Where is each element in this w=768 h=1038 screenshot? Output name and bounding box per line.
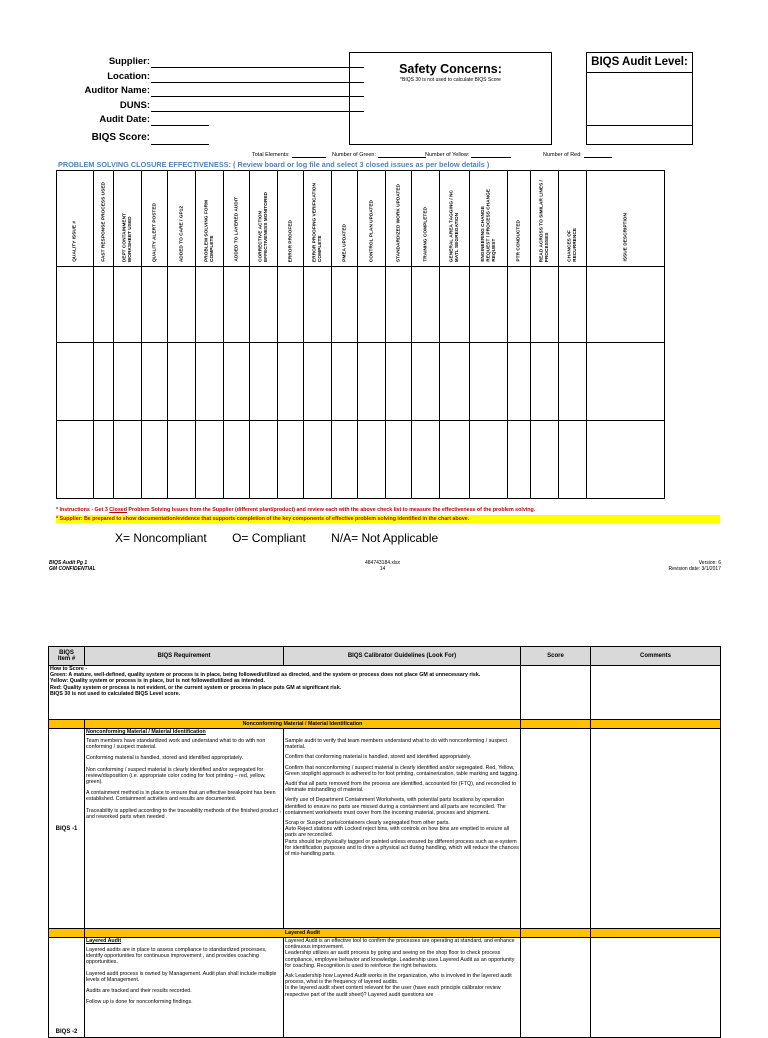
- field-input-line[interactable]: [151, 82, 364, 83]
- column-header: [114, 171, 142, 267]
- number-of-red[interactable]: Number of Red:: [543, 152, 612, 158]
- column-header-label: PTR CONDUCTED: [516, 220, 522, 262]
- biqs-2-comments[interactable]: [591, 938, 721, 1038]
- header-score: Score: [521, 647, 591, 666]
- checklist-cell[interactable]: [94, 343, 114, 421]
- how-to-score-line: How to Score -: [50, 666, 88, 672]
- biqs-1-item: BIQS -1: [49, 729, 85, 929]
- requirement-text: Follow up is done for nonconforming findings.: [86, 999, 193, 1006]
- column-header: [386, 171, 412, 267]
- column-header-label: CHANCES OF RECURRENCE: [567, 228, 578, 262]
- column-header: [304, 171, 332, 267]
- checklist-row: [57, 267, 665, 343]
- column-header-label: ADDED TO LAYERED AUDIT: [233, 197, 239, 262]
- biqs-2-requirement: [85, 938, 284, 1038]
- field-label: DUNS:: [119, 99, 150, 111]
- requirement-text: Non conforming / suspect material is clearly identified and/or segregated for review/disposition (i.e. appropriate color coding for foot printing – red, yellow, green).: [86, 766, 266, 786]
- checklist-cell[interactable]: [94, 421, 114, 499]
- checklist-cell[interactable]: [250, 343, 278, 421]
- biqs-audit-level-divider: [587, 125, 692, 126]
- checklist-cell[interactable]: [440, 267, 470, 343]
- legend-noncompliant: X= Noncompliant: [115, 531, 207, 545]
- column-header: [142, 171, 168, 267]
- checklist-cell[interactable]: [559, 267, 587, 343]
- checklist-cell[interactable]: [508, 343, 531, 421]
- checklist-cell[interactable]: [304, 343, 332, 421]
- requirements-header-row: [49, 647, 721, 666]
- number-of-green[interactable]: Number of Green:: [332, 152, 426, 158]
- checklist-cell[interactable]: [196, 267, 224, 343]
- checklist-cell[interactable]: [440, 343, 470, 421]
- checklist-cell[interactable]: [559, 343, 587, 421]
- checklist-cell[interactable]: [57, 343, 94, 421]
- checklist-cell[interactable]: [332, 267, 358, 343]
- checklist-cell[interactable]: [386, 421, 412, 499]
- biqs-1-comments[interactable]: [591, 729, 721, 929]
- guideline-text: Verify use of Department Containment Worksheets, with potential parts locations by operation identified to ensure no parts are missed during a containment and all parts are reconciled. The containment worksheets must cover from the incoming material, process and shipment.: [285, 797, 506, 816]
- checklist-cell[interactable]: [250, 421, 278, 499]
- checklist-cell[interactable]: [587, 343, 665, 421]
- biqs-score-label: BIQS Score:: [91, 131, 150, 143]
- requirement-text: Audits are tracked and their results recorded.: [86, 988, 192, 995]
- checklist-cell[interactable]: [304, 267, 332, 343]
- column-header: [470, 171, 508, 267]
- checklist-cell[interactable]: [196, 343, 224, 421]
- field-row[interactable]: [40, 70, 340, 85]
- header-requirement: BIQS Requirement: [85, 647, 284, 666]
- guideline-text: Ask Leadership how Layered Audit works in the organization, who is involved in the layered audit process, what is the frequency of layered audits. Is the layered audit sheet content relevant for the user (have each principle calibrator review respective part of the audit sheet)? Layered audit questions are: [285, 973, 512, 998]
- legend-not-applicable: N/A= Not Applicable: [331, 531, 439, 545]
- header-comments: Comments: [591, 647, 721, 666]
- problem-solving-checklist: [56, 170, 665, 499]
- column-header: [196, 171, 224, 267]
- biqs-1-row: [49, 729, 721, 929]
- footer-center: 484743184.xlsx 14: [365, 560, 401, 572]
- column-header: [168, 171, 196, 267]
- column-header-label: STANDARDIZED WORK UPDATED: [395, 183, 401, 262]
- legend-compliant: O= Compliant: [232, 531, 306, 545]
- column-header: [94, 171, 114, 267]
- checklist-cell[interactable]: [114, 267, 142, 343]
- checklist-cell[interactable]: [94, 267, 114, 343]
- biqs-2-score[interactable]: [521, 938, 591, 1038]
- section-band-1: [49, 720, 721, 729]
- checklist-row: [57, 343, 665, 421]
- checklist-cell[interactable]: [142, 343, 168, 421]
- biqs-audit-level-title: BIQS Audit Level:: [587, 53, 692, 73]
- column-header-label: QUALITY ISSUE #: [72, 221, 78, 262]
- checklist-cell[interactable]: [358, 267, 386, 343]
- checklist-cell[interactable]: [332, 421, 358, 499]
- how-to-score-row: [49, 666, 721, 720]
- field-row[interactable]: [40, 99, 340, 114]
- checklist-cell[interactable]: [142, 267, 168, 343]
- column-header-label: QUALITY ALERT POSTED: [151, 202, 157, 262]
- checklist-row: [57, 421, 665, 499]
- checklist-cell[interactable]: [224, 267, 250, 343]
- header-guidelines: BIQS Calibrator Guidelines (Look For): [284, 647, 521, 666]
- checklist-cell[interactable]: [224, 421, 250, 499]
- section-band-2: [49, 929, 721, 938]
- how-to-score-line: BIQS 30 is not used to calculated BIQS Level score.: [50, 690, 181, 697]
- requirement-text: A containment method is in place to ensure that an effective breakpoint has been established. Containment activities and results are documented.: [86, 790, 276, 803]
- requirement-text: Layered audit process is owned by Management. Audit plan shall include multiple levels of Management.: [86, 970, 277, 983]
- biqs-1-requirement: [85, 729, 284, 929]
- biqs-2-title: Layered Audit: [86, 938, 122, 944]
- audit-header-fields: [40, 55, 340, 147]
- checklist-cell[interactable]: [332, 343, 358, 421]
- guideline-text: Sample audit to verify that team members understand what to do with nonconforming / suspect material.: [285, 738, 507, 751]
- header-item: BIQS Item #: [49, 647, 85, 666]
- column-header-label: GENERAL AREA TAGGING / NC MATL SEGREGATION: [449, 189, 460, 262]
- field-input-line[interactable]: [151, 125, 209, 126]
- checklist-cell[interactable]: [531, 343, 559, 421]
- biqs-requirements-table: [48, 646, 721, 1038]
- how-to-score-line: Yellow: Quality system or process is in place, but is not followed/utilized as intended.: [50, 678, 265, 685]
- checklist-cell[interactable]: [412, 421, 440, 499]
- requirement-text: Traceability is applied according to the traceability methods of the finished product , and reworked parts when needed .: [86, 807, 282, 820]
- safety-concerns-title: Safety Concerns:: [399, 62, 502, 76]
- column-header: [250, 171, 278, 267]
- compliance-legend: [115, 531, 460, 545]
- how-to-score-line: Green: A mature, well-defined, quality system or process is in place, being followed/utilized as directed, and the system or process does not place GM at unnecessary risk.: [50, 672, 481, 679]
- guideline-text: Audit that all parts removed from the process are identified, accounted for (FTQ), and reconciled to eliminate mishandling of material.: [285, 781, 517, 794]
- biqs-2-item: BIQS -2: [49, 938, 85, 1038]
- requirement-text: Team members have standardized work and understand what to do with non conforming / suspect material.: [86, 738, 266, 751]
- how-to-score: [49, 666, 521, 720]
- field-input-line[interactable]: [151, 96, 364, 97]
- checklist-cell[interactable]: [470, 267, 508, 343]
- column-header: [332, 171, 358, 267]
- column-header: [57, 171, 94, 267]
- checklist-cell[interactable]: [114, 421, 142, 499]
- checklist-cell[interactable]: [440, 421, 470, 499]
- how-to-score-comments[interactable]: [591, 666, 721, 720]
- biqs-2-row: [49, 938, 721, 1038]
- problem-solving-section-title: PROBLEM SOLVING CLOSURE EFFECTIVENESS: ( Review board or log file and select 3 closed issues as per below details ): [58, 160, 490, 169]
- requirement-text: Conforming material is handled, stored and identified appropriately.: [86, 755, 244, 762]
- instructions-line-2: * Supplier: Be prepared to show documentation/evidence that supports completion of the key components of effective problem solving identified in the chart above.: [56, 515, 720, 523]
- column-header-label: TRAINING COMPLETED: [422, 207, 428, 262]
- how-to-score-line: Red: Quality system or process is not evident, or the current system or process in place puts GM at significant risk.: [50, 684, 342, 691]
- requirement-text: Layered audits are in place to assess compliance to standardized processes, identify opportunities for continuous improvement , and provides coaching opportunities.: [86, 947, 267, 966]
- checklist-cell[interactable]: [304, 421, 332, 499]
- checklist-cell[interactable]: [278, 343, 304, 421]
- checklist-cell[interactable]: [358, 421, 386, 499]
- section-band-2-label: Layered Audit: [85, 929, 521, 938]
- field-label: Audit Date:: [99, 114, 150, 125]
- checklist-cell[interactable]: [278, 267, 304, 343]
- column-header: [508, 171, 531, 267]
- number-of-yellow[interactable]: Number of Yellow:: [425, 152, 511, 158]
- biqs-audit-level-box[interactable]: [586, 52, 693, 145]
- column-header: [587, 171, 665, 267]
- column-header-label: ERROR PROOFING VERIFICATION COMPLETE: [312, 182, 323, 262]
- column-header: [559, 171, 587, 267]
- checklist-cell[interactable]: [114, 343, 142, 421]
- field-label: Auditor Name:: [84, 85, 150, 96]
- checklist-cell[interactable]: [142, 421, 168, 499]
- checklist-cell[interactable]: [386, 267, 412, 343]
- guideline-text: Confirm that conforming material is handled, stored and identified appropriately.: [285, 754, 472, 761]
- column-header-label: ERROR PROOFED: [287, 219, 293, 262]
- column-header-label: DEPT CONTAINMENT WORKSHEET USED: [122, 212, 133, 262]
- checklist-cell[interactable]: [278, 421, 304, 499]
- column-header: [531, 171, 559, 267]
- checklist-cell[interactable]: [470, 343, 508, 421]
- checklist-cell[interactable]: [508, 267, 531, 343]
- column-header-label: PROBLEM SOLVING FORM COMPLETE: [204, 199, 215, 262]
- guideline-text: Scrap or Suspect parts/containers clearly segregated from other parts. Auto Reject stations with Locked reject bins, with controls on how bins are emptied to ensure all parts are reconciled. Parts should be physically tagged or painted unless ensured by different process such as e-system for identification purposes and to drive a physical act during handling, which will reduce the chances of mis-handling parts.: [285, 820, 519, 858]
- field-input-line[interactable]: [151, 111, 364, 112]
- biqs-1-score[interactable]: [521, 729, 591, 929]
- field-label: Location:: [107, 70, 150, 82]
- column-header: [358, 171, 386, 267]
- checklist-cell[interactable]: [587, 421, 665, 499]
- section-band-1-label: Nonconforming Material / Material Identification: [85, 720, 521, 729]
- biqs-score-row[interactable]: [40, 129, 340, 147]
- checklist-cell[interactable]: [412, 267, 440, 343]
- biqs-score-line[interactable]: [151, 144, 209, 145]
- safety-concerns-note: *BIQS 30 is not used to calculate BIQS Score: [400, 77, 501, 83]
- guideline-text: Layered Audit is an effective tool to confirm the processes are operating at standard, and enhance continuous improvement. Leadership utilizes an audit process by going and seeing on the shop floor to check process compliance, employee behavior and knowledge. Leadership uses Layered Audit as an opportunity for coaching. Recognition is used to reinforce the right behaviors.: [285, 938, 515, 969]
- checklist-cell[interactable]: [57, 267, 94, 343]
- checklist-cell[interactable]: [168, 421, 196, 499]
- checklist-cell[interactable]: [559, 421, 587, 499]
- column-header: [412, 171, 440, 267]
- column-header-label: FAST RESPONSE PROCESS USED: [100, 182, 106, 262]
- checklist-cell[interactable]: [386, 343, 412, 421]
- checklist-cell[interactable]: [531, 267, 559, 343]
- checklist-cell[interactable]: [587, 267, 665, 343]
- field-row[interactable]: [40, 55, 340, 70]
- footer-right: Version: 6 Revision date: 3/1/2017: [668, 560, 721, 572]
- total-elements[interactable]: Total Elements:: [252, 152, 326, 158]
- field-input-line[interactable]: [151, 67, 364, 68]
- field-label: Supplier:: [108, 56, 150, 67]
- instructions-line-1: * Instructions - Get 3 Closed Problem Solving Issues from the Supplier (different plant/product) and review each with the above check list to measure the effectiveness of the problem solving.: [56, 507, 536, 513]
- column-header: [440, 171, 470, 267]
- column-header-label: CONTROL PLAN UPDATED: [368, 199, 374, 262]
- field-row[interactable]: [40, 84, 340, 99]
- biqs-1-title: Nonconforming Material / Material Identification: [86, 729, 206, 735]
- column-header: [224, 171, 250, 267]
- checklist-cell[interactable]: [412, 343, 440, 421]
- checklist-cell[interactable]: [508, 421, 531, 499]
- column-header-label: ISSUE DESCRIPTION: [622, 213, 628, 262]
- column-header-label: CORRECTIVE ACTION EFFECTIVENESS MONITORED: [258, 191, 269, 262]
- checklist-cell[interactable]: [57, 421, 94, 499]
- safety-concerns-box[interactable]: [349, 52, 552, 145]
- field-row[interactable]: [40, 113, 340, 128]
- checklist-cell[interactable]: [470, 421, 508, 499]
- column-header-label: READ ACROSS TO SIMILAR LINES / PROCESSES: [539, 179, 550, 262]
- column-header-label: ADDED TO CARE / GP12: [178, 205, 184, 262]
- column-header-label: ENGINEERING CHANGE REQUEST / PROCESS CHANGE REQUEST: [480, 189, 497, 262]
- biqs-1-guidelines: [284, 729, 521, 929]
- guideline-text: Confirm that nonconforming / suspect material is clearly identified and/or segregated. Red, Yellow, Green stoplight approach is adhered to for foot printing, containerization, table marking and tagging.: [285, 764, 519, 777]
- column-header: [278, 171, 304, 267]
- column-header-label: PMEA UPDATED: [341, 224, 347, 262]
- footer-left: BIQS Audit Pg 1 GM CONFIDENTIAL: [49, 560, 96, 572]
- checklist-cell[interactable]: [531, 421, 559, 499]
- checklist-cell[interactable]: [168, 267, 196, 343]
- how-to-score-score[interactable]: [521, 666, 591, 720]
- checklist-cell[interactable]: [196, 421, 224, 499]
- checklist-cell[interactable]: [250, 267, 278, 343]
- checklist-cell[interactable]: [358, 343, 386, 421]
- biqs-2-guidelines: [284, 938, 521, 1038]
- checklist-cell[interactable]: [168, 343, 196, 421]
- checklist-cell[interactable]: [224, 343, 250, 421]
